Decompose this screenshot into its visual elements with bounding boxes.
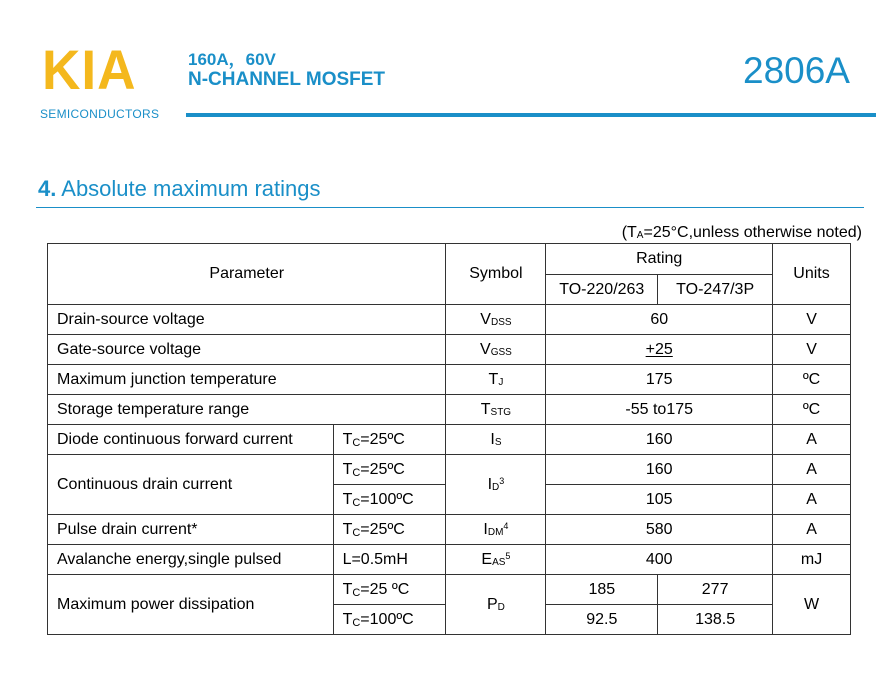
unit-cell: V [773,335,851,365]
kia-logo: KIA [42,38,137,101]
ratings-table [47,243,851,635]
value-cell-pkg1: 185 [546,575,658,605]
value-cell: 60 [546,305,773,335]
condition-cell: $T_C=25ºC$ [333,515,446,545]
param-cell: Avalanche energy,single pulsed [48,545,334,575]
param-cell: Storage temperature range [48,395,446,425]
param-cell: Pulse drain current* [48,515,334,545]
logo-subtitle: SEMICONDUCTORS [40,107,160,121]
condition-cell: $T_C=100ºC$ [333,605,446,635]
value-cell: 175 [546,365,773,395]
section-title: Absolute maximum ratings [61,176,321,201]
unit-cell: mJ [773,545,851,575]
condition-cell: L=0.5mH [333,545,446,575]
unit-cell: A [773,515,851,545]
section-divider [36,207,864,208]
value-cell: +25 [546,335,773,365]
header-package-1: TO-220/263 [546,275,658,305]
header-divider [186,113,876,117]
value-cell: 400 [546,545,773,575]
symbol-cell: $I_{DM}^4$ [446,515,546,545]
value-cell-pkg2: 277 [658,575,773,605]
header-symbol: Symbol [446,244,546,305]
value-cell: 105 [546,485,773,515]
symbol-cell: $V_{GSS}$ [446,335,546,365]
unit-cell: ºC [773,395,851,425]
section-heading [38,176,320,202]
header-units: Units [773,244,851,305]
value-cell: 160 [546,425,773,455]
unit-cell: A [773,485,851,515]
unit-cell: W [773,575,851,635]
part-number: 2806A [743,50,850,91]
symbol-cell: $T_J$ [446,365,546,395]
symbol-cell: $I_D^3$ [446,455,546,515]
condition-cell: $T_C=25$ ºC [333,575,446,605]
unit-cell: A [773,455,851,485]
param-cell: Drain-source voltage [48,305,446,335]
symbol-cell: $E_{AS}^5$ [446,545,546,575]
condition-cell: $T_C=100ºC$ [333,485,446,515]
symbol-cell: $P_D$ [446,575,546,635]
header-package-2: TO-247/3P [658,275,773,305]
param-cell: Maximum junction temperature [48,365,446,395]
value-cell: 580 [546,515,773,545]
value-cell: -55 to175 [546,395,773,425]
symbol-cell: $T_{STG}$ [446,395,546,425]
header-rating: Rating [546,244,773,275]
header-parameter: Parameter [48,244,446,305]
param-cell: Diode continuous forward current [48,425,334,455]
symbol-cell: $V_{DSS}$ [446,305,546,335]
symbol-cell: $I_S$ [446,425,546,455]
condition-note: ($T_A=25^\circ C,unless$ otherwise noted) [621,224,862,241]
spec-rating: 160A，60V [188,50,276,69]
param-cell: Continuous drain current [48,455,334,515]
unit-cell: ºC [773,365,851,395]
condition-cell: $T_C=25ºC$ [333,425,446,455]
condition-cell: $T_C=25ºC$ [333,455,446,485]
section-number: 4. [38,176,57,201]
param-cell: Gate-source voltage [48,335,446,365]
spec-type: N-CHANNEL MOSFET [188,69,386,90]
value-cell-pkg2: 138.5 [658,605,773,635]
param-cell: Maximum power dissipation [48,575,334,635]
value-cell-pkg1: 92.5 [546,605,658,635]
unit-cell: A [773,425,851,455]
unit-cell: V [773,305,851,335]
value-cell: 160 [546,455,773,485]
